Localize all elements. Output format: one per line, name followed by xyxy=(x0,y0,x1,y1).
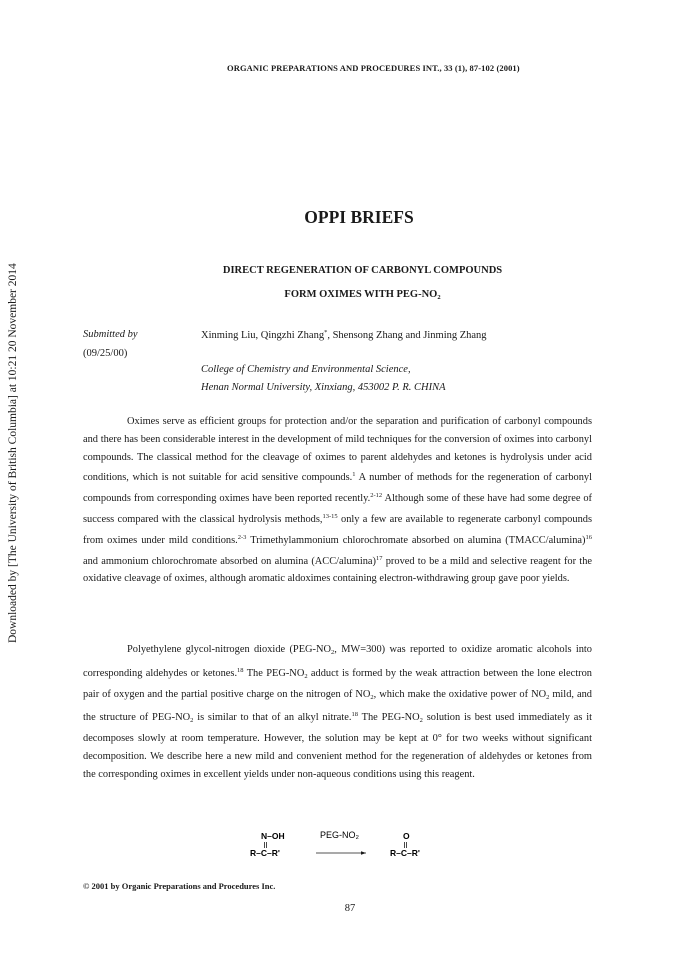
reaction-arrow-head xyxy=(361,851,366,855)
reagent-label: PEG-NO₂ xyxy=(320,830,359,840)
page-number: 87 xyxy=(344,903,356,914)
submitted-label: Submitted by xyxy=(83,329,138,340)
reaction-scheme xyxy=(220,822,450,872)
author-list: Xinming Liu, Qingzhi Zhang*, Shensong Zhang and Jinming Zhang xyxy=(201,329,487,341)
product-carbonyl-oxygen: O xyxy=(403,831,410,841)
download-notice: Downloaded by [The University of British Columbia] at 10:21 20 November 2014 xyxy=(7,263,19,643)
download-sidebar xyxy=(0,0,20,965)
affiliation-line1: College of Chemistry and Environmental Science, xyxy=(201,364,411,375)
affiliation-line2: Henan Normal University, Xinxiang, 453002 P. R. CHINA xyxy=(201,382,446,393)
article-title-line1: DIRECT REGENERATION OF CARBONYL COMPOUNDS xyxy=(222,265,503,276)
product-backbone: R–C–R' xyxy=(390,848,420,858)
body-paragraph-1: Oximes serve as efficient groups for protection and/or the separation and purification of carbonyl compounds and there has been considerable interest in the development of mild techniques for the conversion of oximes into carbonyl compounds. The classical method for the cleavage of oximes to parent aldehydes and ketones is hydrolysis under acid conditions, which is not suitable for acid sensitive compounds.$^1$ A number of methods for the regeneration of carbonyl compounds from corresponding oximes have been reported recently.$^{2-12}$ Although some of these have had some degree of success compared with the classical hydrolysis methods,$^{13-15}$ only a few are available to regenerate carbonyl compounds from oximes under mild conditions.$^{2-3}$ Trimethylammonium chlorochromate absorbed on alumina (TMACC/alumina)$^{16}$ and ammonium chlorochromate absorbed on alumina $(ACC/alumina)^{17}$ proved to be a mild and selective reagent for the oxidative cleavage of oximes, although aromatic aldoximes containing electron-withdrawing group gave poor yields. xyxy=(83,416,593,585)
copyright-notice: © 2001 by Organic Preparations and Procedures Inc. xyxy=(83,881,276,891)
reactant-backbone: R–C–R' xyxy=(250,848,280,858)
article-title-line2: FORM OXIMES WITH PEG-$NO_2$ xyxy=(284,289,441,301)
reactant-oxime-group: N–OH xyxy=(261,831,285,841)
journal-header: ORGANIC PREPARATIONS AND PROCEDURES INT., 33 (1), 87-102 (2001) xyxy=(227,63,520,73)
body-paragraph-2: Polyethylene glycol-nitrogen dioxide ($PEG-NO_2$, MW=300) was reported to oxidize aromatic alcohols into corresponding aldehydes or ketones.$^{18}$ The PEG-$NO_2$ adduct is formed by the weak attraction between the lone electron pair of oxygen and the partial positive charge on the nitrogen of $NO_2$, which make the oxidative power of $NO_2$ mild, and the structure of PEG-$NO_2$ is similar to that of an alkyl nitrate.$^{18}$ The PEG-$NO_2$ solution is best used immediately as it decomposes slowly at room temperature. However, the solution may be kept at 0° for two weeks without significant decomposition. We describe here a new mild and convenient method for the regeneration of aldehydes or ketones from the corresponding oximes in excellent yields under non-aqueous conditions using this reagent. xyxy=(83,644,593,780)
section-heading: OPPI BRIEFS xyxy=(304,207,414,227)
submitted-date: (09/25/00) xyxy=(83,348,128,359)
